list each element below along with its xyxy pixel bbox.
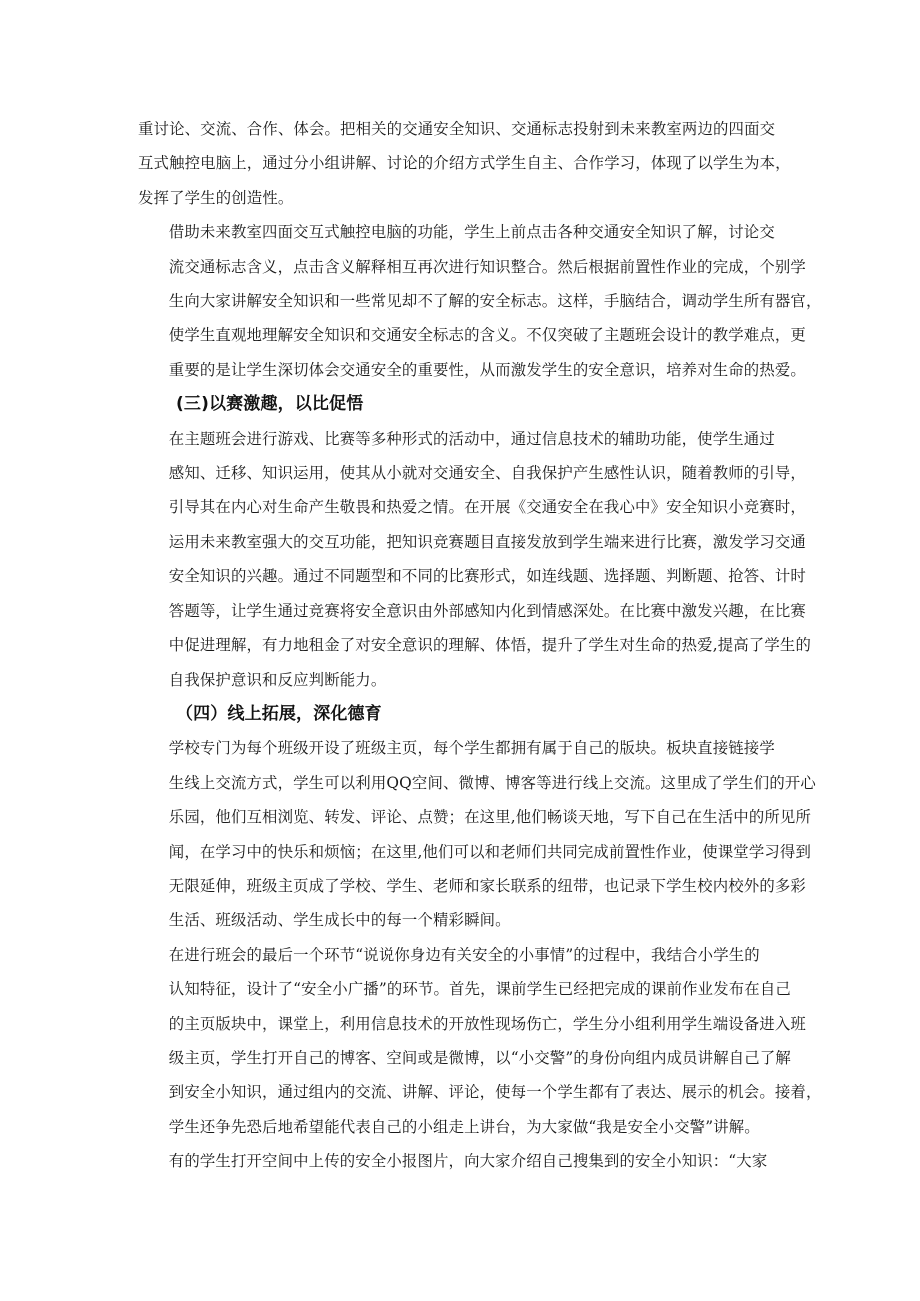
paragraph-safety-newspaper <box>138 1144 784 1178</box>
text-line: 使学生直观地理解安全知识和交通安全标志的含义。不仅突破了主题班会设计的教学难点，更 <box>168 326 806 345</box>
text-line: 互式触控电脑上，通过分小组讲解、讨论的介绍方式学生自主、合作学习，体现了以学生为本， <box>138 154 791 173</box>
text-line: 在主题班会进行游戏、比赛等多种形式的活动中，通过信息技术的辅助功能，使学生通过 <box>168 429 775 448</box>
text-line: 学校专门为每个班级开设了班级主页，每个学生都拥有属于自己的版块。板块直接链接学 <box>168 739 775 758</box>
text-line: 级主页，学生打开自己的博客、空间或是微博，以“小交警”的身份向组内成员讲解自己了解 <box>168 1048 791 1067</box>
text-line: 生线上交流方式，学生可以利用QQ空间、微博、博客等进行线上交流。这里成了学生们的开心 <box>168 773 816 792</box>
section-heading-4: （四）线上拓展，深化德育 <box>176 703 382 724</box>
text-line: 重要的是让学生深切体会交通安全的重要性，从而激发学生的安全意识，培养对生命的热爱。 <box>168 360 806 379</box>
paragraph-touch-computer <box>138 215 822 387</box>
text-line: 运用未来教室强大的交互功能，把知识竞赛题目直接发放到学生端来进行比赛，激发学习交通 <box>168 532 806 551</box>
text-line: 无限延伸，班级主页成了学校、学生、老师和家长联系的纽带，也记录下学生校内校外的多彩 <box>168 876 806 895</box>
text-line: 认知特征，设计了“安全小广播”的环节。首先，课前学生已经把完成的课前作业发布在自己 <box>168 980 791 999</box>
text-line: 感知、迁移、知识运用，使其从小就对交通安全、自我保护产生感性认识，随着教师的引导， <box>168 464 806 483</box>
text-line: 答题等，让学生通过竞赛将安全意识由外部感知内化到情感深处。在比赛中激发兴趣，在比赛 <box>168 601 806 620</box>
text-line: 有的学生打开空间中上传的安全小报图片，向大家介绍自己搜集到的安全小知识：“大家 <box>168 1152 768 1171</box>
paragraph-safety-broadcast <box>138 938 822 1144</box>
document-body <box>138 112 822 1179</box>
text-line: 安全知识的兴趣。通过不同题型和不同的比赛形式，如连线题、选择题、判断题、抢答、计时 <box>168 567 806 586</box>
text-line: 闻，在学习中的快乐和烦恼；在这里,他们可以和老师们共同完成前置性作业，使课堂学习得到 <box>168 842 812 861</box>
text-line: 流交通标志含义，点击含义解释相互再次进行知识整合。然后根据前置性作业的完成，个别学 <box>168 257 806 276</box>
text-line: 重讨论、交流、合作、体会。把相关的交通安全知识、交通标志投射到未来教室两边的四面交 <box>138 120 776 138</box>
paragraph-class-homepage <box>138 731 816 937</box>
text-line: 生活、班级活动、学生成长中的每一个精彩瞬间。 <box>168 911 511 930</box>
paragraph-continuation <box>138 112 791 215</box>
text-line: 学生还争先恐后地希望能代表自己的小组走上讲台，为大家做“我是安全小交警”讲解。 <box>168 1117 760 1136</box>
section-heading-3: (三)以赛激趣，以比促悟 <box>176 394 364 415</box>
text-line: 到安全小知识，通过组内的交流、讲解、评论，使每一个学生都有了表达、展示的机会。接着， <box>168 1083 822 1102</box>
text-line: 引导其在内心对生命产生敬畏和热爱之情。在开展《交通安全在我心中》安全知识小竞赛时， <box>168 498 806 517</box>
text-line: 乐园，他们互相浏览、转发、评论、点赞；在这里,他们畅谈天地，写下自己在生活中的所见所 <box>168 808 812 827</box>
text-line: 在进行班会的最后一个环节“说说你身边有关安全的小事情”的过程中，我结合小学生的 <box>168 945 760 964</box>
text-line: 的主页版块中，课堂上，利用信息技术的开放性现场伤亡，学生分小组利用学生端设备进入班 <box>168 1014 806 1033</box>
text-line: 发挥了学生的创造性。 <box>138 188 294 207</box>
text-line: 借助未来教室四面交互式触控电脑的功能，学生上前点击各种交通安全知识了解，讨论交 <box>168 223 775 242</box>
paragraph-competition <box>138 422 812 697</box>
text-line: 生向大家讲解安全知识和一些常见却不了解的安全标志。这样，手脑结合，调动学生所有器官， <box>168 292 822 311</box>
text-line: 中促进理解，有力地租金了对安全意识的理解、体悟，提升了学生对生命的热爱,提高了学生的 <box>168 636 812 655</box>
text-line: 自我保护意识和反应判断能力。 <box>168 670 387 689</box>
